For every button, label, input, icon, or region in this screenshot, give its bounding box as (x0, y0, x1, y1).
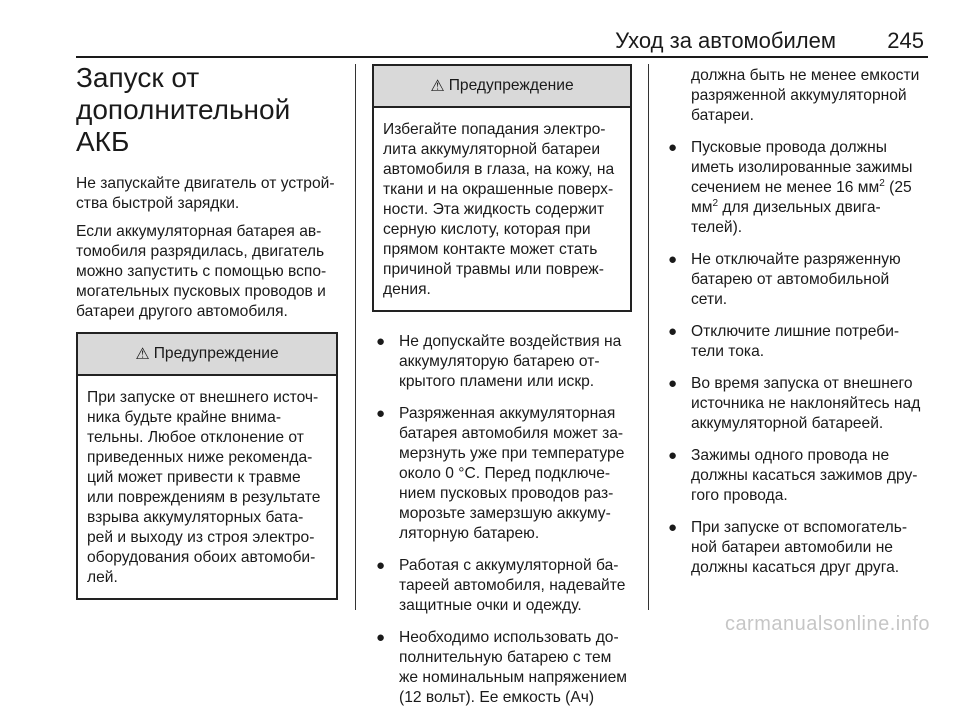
list-item: ● Отключите лишние потреби- тели тока. (668, 323, 900, 360)
list-item: ● Не допускайте воздействия на аккумуляторую батарею от- крытого пламени или искр. (376, 333, 622, 390)
bullet-list (372, 332, 632, 708)
watermark: carmanualsonline.info (724, 613, 930, 635)
warning-box (372, 64, 632, 312)
column-divider (648, 64, 649, 610)
list-item: ● Разряженная аккумуляторная батарея автомобиля может за- мерзнуть уже при температуре около 0 °C. Перед подключе- нием пусковых проводов раз- морозьте замерзшую аккуму- ляторную батарею. (376, 405, 625, 542)
bullet-icon: ● (376, 629, 386, 646)
bullet-icon: ● (668, 251, 678, 268)
warning-header (374, 66, 630, 108)
warning-triangle-icon: ⚠ (135, 346, 150, 363)
warning-heading: Предупреждение (448, 77, 574, 94)
bullet-icon: ● (668, 139, 678, 156)
intro-paragraph: Не запускайте двигатель от устрой- ства быстрой зарядки. (76, 175, 335, 212)
page-header (76, 10, 928, 58)
column-1 (76, 60, 338, 600)
section-title-line2: дополнительной АКБ (76, 94, 291, 157)
bullet-icon: ● (376, 557, 386, 574)
list-item: ● Пусковые провода должны иметь изолированные зажимы сечением не менее 16 $мм^2$ (25 $мм^2$ для дизельных двига- телей). (668, 139, 913, 236)
bullet-icon: ● (668, 323, 678, 340)
column-divider (355, 64, 356, 610)
column-3 (664, 64, 928, 590)
bullet-icon: ● (668, 519, 678, 536)
warning-heading: Предупреждение (153, 345, 279, 362)
list-item: ● Во время запуска от внешнего источника не наклоняйтесь над аккумуляторной батареей. (668, 375, 921, 432)
bullet-icon: ● (376, 333, 386, 350)
section-title (76, 62, 338, 158)
list-item: ● Работая с аккумуляторной ба- тареей автомобиля, надевайте защитные очки и одежду. (376, 557, 626, 614)
list-item: ● Зажимы одного провода не должны касаться зажимов дру- гого провода. (668, 447, 918, 504)
list-item: ● При запуске от вспомогатель- ной батареи автомобили не должны касаться друг друга. (668, 519, 908, 576)
column-2 (372, 64, 632, 720)
warning-triangle-icon: ⚠ (430, 78, 445, 95)
header-title: Уход за автомобилем (615, 28, 836, 53)
bullet-icon: ● (668, 447, 678, 464)
warning-text: При запуске от внешнего источ- ника будьте крайне внима- тельны. Любое отклонение от приведенных ниже рекоменда- ций может привести к травме или повреждениям в результате взрыва аккумуляторных бата- рей и выходу из строя электро- оборудования обоих автомоби- лей. (87, 389, 321, 586)
page-number: 245 (887, 28, 924, 53)
warning-box (76, 332, 338, 600)
continued-text: должна быть не менее емкости разряженной аккумуляторной батареи. (691, 67, 920, 124)
warning-header (78, 334, 336, 376)
description-paragraph: Если аккумуляторная батарея ав- томобиля разрядилась, двигатель можно запустить с помощью вспо- могательных пусковых проводов и батареи другого автомобиля. (76, 223, 327, 320)
warning-text: Избегайте попадания электро- лита аккумуляторной батареи автомобиля в глаза, на кожу, на ткани и на окрашенные поверх- ности. Эта жидкость содержит серную кислоту, которая при прямом контакте может стать причиной травмы или повреж- дения. (383, 121, 615, 298)
bullet-list (664, 138, 928, 578)
bullet-icon: ● (668, 375, 678, 392)
list-item: ● Необходимо использовать до- полнительную батарею с тем же номинальным напряжением (12 вольт). Ее емкость (Ач) (376, 629, 628, 706)
section-title-line1: Запуск от (76, 62, 200, 93)
bullet-icon: ● (376, 405, 386, 422)
list-item: ● Не отключайте разряженную батарею от автомобильной сети. (668, 251, 901, 308)
